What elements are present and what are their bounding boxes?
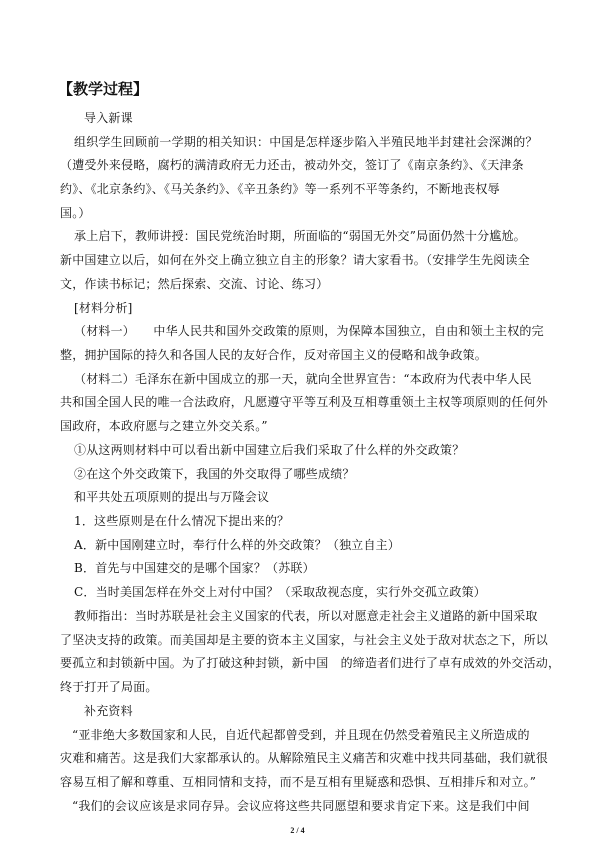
subsection-title: 和平共处五项原则的提出与万隆会议 [74,490,270,504]
paragraph-line: [材料分析] [74,301,133,315]
question-item: ①从这两则材料中可以看出新中国建立后我们采取了什么样的外交政策？ [74,443,465,457]
quote-line: “我们的会议应该是求同存异。会议应将这些共同愿望和要求肯定下来。这是我们中间 [72,799,530,813]
paragraph-line: （遭受外来侵略，腐朽的满清政府无力还击，被动外交，签订了《南京条约》、《天津条 [60,158,524,172]
paragraph-line: （材料二）毛泽东在新中国成立的那一天，就向全世界宣告：“本政府为代表中华人民 [74,372,532,386]
section-heading: 【教学过程】 [58,80,149,98]
question-item: C．当时美国怎样在外交上对付中国？（采取敌视态度，实行外交孤立政策） [74,585,486,599]
paragraph-line: 国政府，本政府愿与之建立外交关系。” [60,419,268,433]
paragraph-line: 承上启下，教师讲授：国民党统治时期，所面临的“弱国无外交”局面仍然十分尴尬。 [74,229,526,243]
quote-line: “亚非绝大多数国家和人民，自近代起都曾受到，并且现在仍然受着殖民主义所造成的 [72,728,530,742]
paragraph-line: 约》、《北京条约》、《马关条约》、《辛丑条约》等一系列不平等条约，不断地丧权辱 [60,182,500,196]
paragraph-line: 终于打开了局面。 [60,680,158,694]
subsection-title: 补充资料 [84,704,133,718]
paragraph-line: 文，作读书标记；然后探索、交流、讨论、练习） [60,277,329,291]
paragraph-line: 整，拥护国际的持久和各国人民的友好合作，反对帝国主义的侵略和战争政策。 [60,348,488,362]
question-item: B．首先与中国建交的是哪个国家？（苏联） [74,561,315,575]
paragraph-line: （材料一） 中华人民共和国外交政策的原则，为保障本国独立，自由和领土主权的完 [74,324,544,338]
question-item: 1．这些原则是在什么情况下提出来的？ [74,514,290,528]
paragraph-line: 新中国建立以后，如何在外交上确立独立自主的形象？请大家看书。（安排学生先阅读全 [60,253,530,267]
paragraph-line: 了坚决支持的政策。而美国却是主要的资本主义国家，与社会主义处于敌对状态之下，所以 [60,633,549,647]
quote-line: 灾难和痛苦。这是我们大家都承认的。从解除殖民主义痛苦和灾难中找共同基础，我们就很 [60,751,549,765]
page-number: 2 / 4 [290,826,305,835]
paragraph-line: 要孤立和封锁新中国。为了打破这种封锁，新中国 的缔造者们进行了卓有成效的外交活动， [60,656,561,670]
paragraph-line: 教师指出：当时苏联是社会主义国家的代表，所以对愿意走社会主义道路的新中国采取 [74,609,538,623]
paragraph-line: 导入新课 [84,111,133,125]
paragraph-line: 国。） [60,206,91,220]
question-item: A．新中国刚建立时，奉行什么样的外交政策？（独立自主） [74,538,401,552]
paragraph-line: 共和国全国人民的唯一合法政府，凡愿遵守平等互利及互相尊重领土主权等项原则的任何外 [60,395,549,409]
question-item: ②在这个外交政策下，我国的外交取得了哪些成绩？ [74,467,355,481]
paragraph-line: 组织学生回顾前一学期的相关知识：中国是怎样逐步陷入半殖民地半封建社会深渊的？ [74,135,538,149]
quote-line: 容易互相了解和尊重、互相同情和支持，而不是互相有里疑惑和恐惧、互相排斥和对立。” [60,775,537,789]
